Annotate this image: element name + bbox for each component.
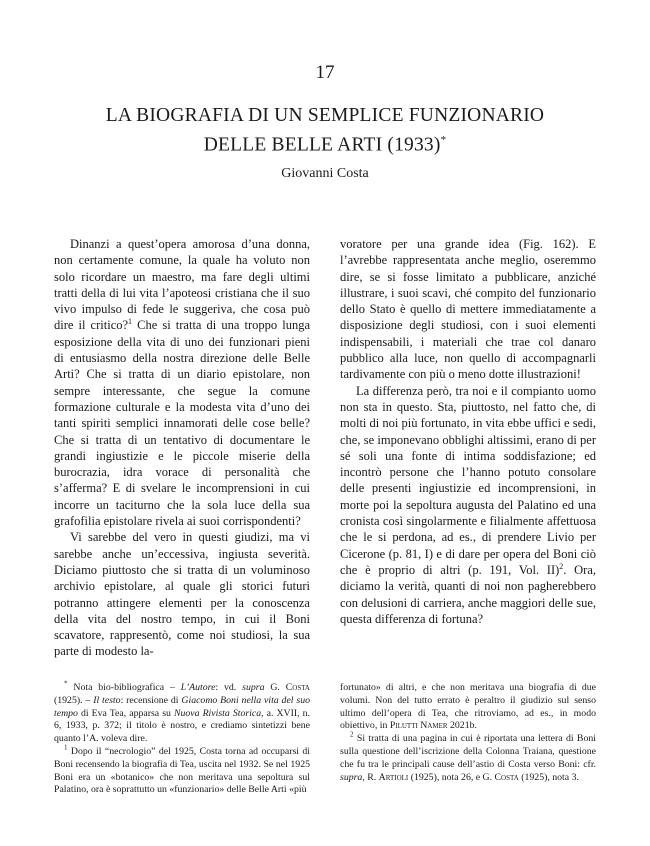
footnote-text: (1925). – [54,694,94,706]
footnote-text: di Eva Tea, apparsa su [77,707,174,719]
paragraph: voratore per una grande idea (Fig. 162). E l’avrebbe rappresentata anche meglio, oseremmo dire, se si fosse limitato a pubblicare, anziché illustrare, i suoi scavi, ché compito del funzionario dello Stato è quello di mettere immediatamente a disposizione degli studiosi, con i suoi elementi indispensabili, i materiali che trae col danaro pubblico alla luce, non quello di accompagnarli tardivamente con più o meno dotte illustrazioni! [340,237,596,382]
footnote-italic: Nuova Rivista Storica [173,707,262,719]
footnote-text: Si tratta di una pagina in cui è riportata una lettera di Boni sulla questione dell’iscrizione della Colonna Traiana, questione che fu tra le principali cause dell’astio di Costa verso Boni: cfr. [340,733,596,770]
footnote-author: Artioli [378,771,409,783]
footnotes-right [340,682,596,784]
title-line-1: LA BIOGRAFIA DI UN SEMPLICE FUNZIONARIO [105,105,545,126]
body-column-right [340,236,596,627]
footnote-ref: 2 [559,561,564,571]
footnote-text: 2021b. [447,720,477,732]
footnote-author: Pilutti Namer [389,720,448,732]
footnotes-left [54,679,310,797]
footnote-marker: * [64,679,68,688]
chapter-title [40,104,610,158]
paragraph [340,383,596,627]
body-column-left [54,236,310,660]
footnote-text: Nota bio-bibliografica – [67,682,181,693]
footnote-text: : vd. [215,682,243,693]
chapter-number: 17 [315,62,335,83]
footnote-ref: 1 [128,317,133,327]
footnote-italic: supra [242,682,265,693]
title-line-2 [40,128,610,158]
author-name: Giovanni Costa [281,166,369,181]
footnote-author: Costa [494,771,519,783]
footnote-star [54,679,310,746]
footnote-italic: supra [340,771,363,783]
paragraph-text: . Ora, diciamo la verità, quanti di noi non pagherebbero con delusioni di carriera, anche maggiori delle sue, questa differenza di fortuna? [340,562,596,626]
paragraph-text: Dinanzi a quest’opera amorosa d’una donna, non certamente comune, la quale ha voluto non solo ricordare un maestro, ma fare degli ultimi tratti della di lui vita l’apoteosi cristiana che il suo vivo impulso di fede le suggeriva, che cosa può dire il critico? [54,237,310,333]
title-line-2-text: DELLE BELLE ARTI (1933) [203,134,441,156]
footnote-1 [54,743,310,797]
paragraph [54,236,310,529]
footnote-italic: L’Autore [180,682,216,693]
footnote-text: Dopo il “necrologio” del 1925, Costa torna ad occuparsi di Boni recensendo la biografia di Tea, uscita nel 1932. Se nel 1925 Boni era un «botanico» che non meritava una sepoltura sul Palatino, ora è soprattutto un «funzionario» delle Belle Arti «più [54,745,310,796]
title-footnote-marker: * [440,134,447,146]
footnote-text: (1925), nota 26, e G. [408,771,495,783]
footnote-1-continued [340,682,596,733]
paragraph-text: La differenza però, tra noi e il compianto uomo non sta in questo. Sta, piuttosto, nel fatto che, di molti di noi più fortunato, in vita ebbe uffici e sedi, che, se imponevano obblighi altissimi, erano di per sé soli una fonte di intima soddisfazione; ed incontrò persone che l’hanno potuto consolare delle presenti ingiustizie ed incomprensioni, in morte poi la sepoltura augusta del Palatino ed una cronista così singolarmente e filialmente affettuosa che le si perdona, ad es., di prendere Livio per Cicerone (p. 81, I) e di dare per opera del Boni ciò che è proprio di altri (p. 191, Vol. II) [340,383,596,577]
paragraph: Vi sarebbe del vero in questi giudizi, ma vi sarebbe anche un’eccessiva, ingiusta severità. Diciamo piuttosto che si tratta di un voluminoso archivio epistolare, al quale gli storici futuri potranno attingere elementi per la conoscenza della vita del nostro tempo, in cui il Boni scavatore, rappresentò, come noi studiosi, la sua parte di modesto la- [54,530,310,659]
footnote-text: , a. XVII, n. 6, 1933, p. 372; il titolo è nostro, e crediamo sintetizzi bene quanto l’A. voleva dire. [54,707,310,745]
footnote-author: Costa [285,682,310,693]
footnote-text: (1925), nota 3. [518,771,579,783]
footnote-text: fortunato» di altri, e che non meritava una biografia di due volumi. Non del tutto errato è peraltro il giudizio sul senso ultimo dell’opera di Tea, che ritroviamo, ad es., in modo obiettivo, in [340,682,596,732]
footnote-marker: 2 [350,730,354,739]
footnote-italic: Giacomo Boni nella vita del suo tempo [54,694,310,719]
footnote-marker: 1 [64,743,68,752]
footnote-2 [340,730,596,784]
paragraph-text: Che si tratta di una troppo lunga esposizione della vita di uno dei funzionari pieni di entusiasmo della nostra direzione delle Belle Arti? Che si tratta di un diario epistolare, non sempre interessante, che segue la comune formazione culturale e la modesta vita d’uno dei tanti spiriti semplici innamorati delle cose belle? Che si tratta di un tentativo di documentare le grandi ingiustizie e le piccole miserie della burocrazia, idra vorace di personalità che s’afferma? E di svelare le incomprensioni in cui incorre un taciturno che la sola luce della sua grafofilia epistolare rivela ai suoi corrispondenti? [54,318,311,529]
footnote-text: : recensione di [120,694,182,706]
footnote-text: , R. [362,771,379,783]
footnote-text: G. [264,682,286,693]
footnote-italic: Il testo [93,694,121,706]
